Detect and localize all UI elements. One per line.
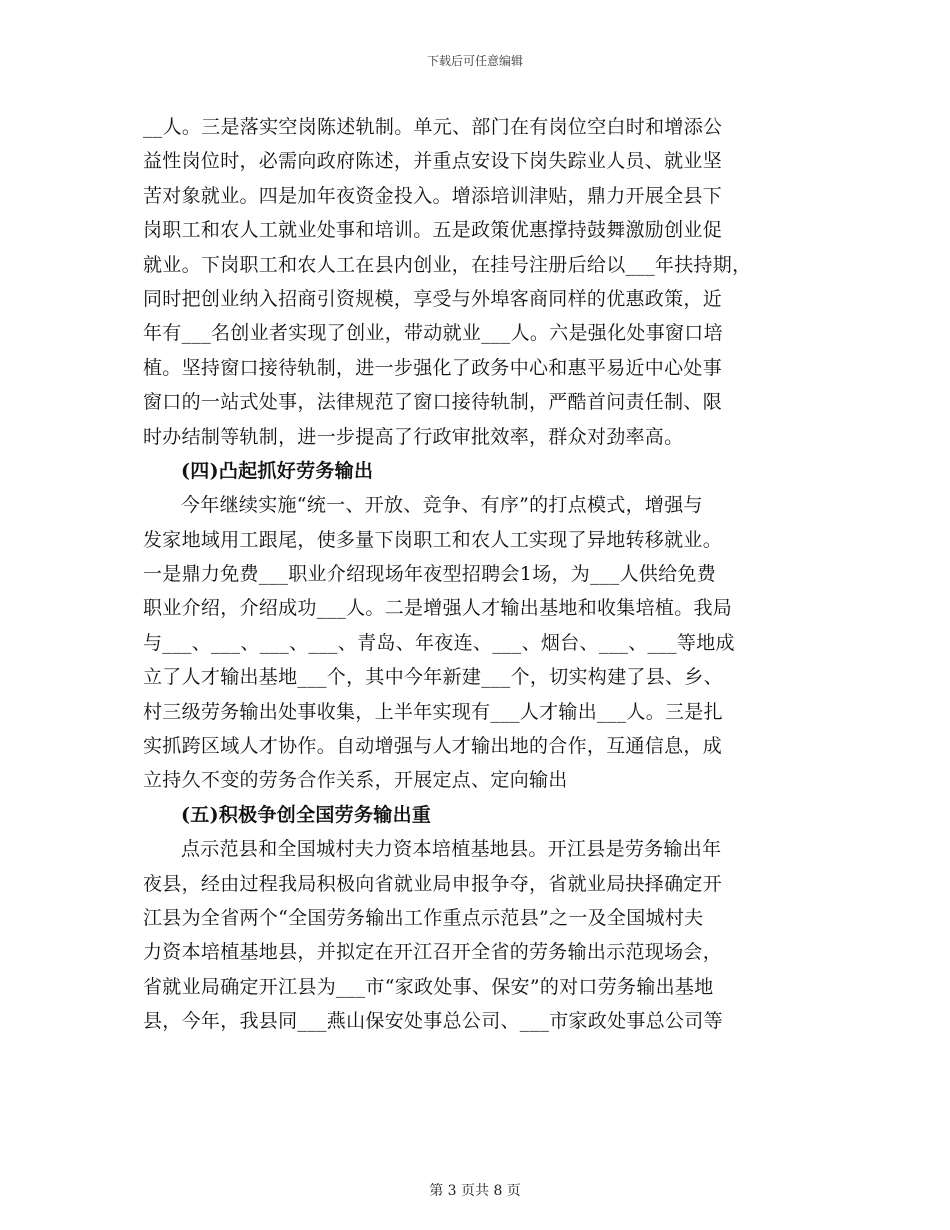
body-line: 立持久不变的劳务合作关系，开展定点、定向输出 — [143, 769, 568, 792]
body-line: 夜县，经由过程我局积极向省就业局申报争夺，省就业局抉择确定开 — [143, 872, 723, 895]
body-line: 窗口的一站式处事，法律规范了窗口接待轨制，严酷首问责任制、限 — [143, 391, 723, 414]
document-body — [143, 110, 823, 1039]
page-header: 下载后可任意编辑 — [426, 54, 523, 68]
section-heading: (四)凸起抓好劳务输出 — [181, 459, 374, 482]
body-line: 省就业局确定开江县为___市“家政处事、保安”的对口劳务输出基地 — [143, 975, 714, 998]
body-line: __人。三是落实空岗陈述轨制。单元、部门在有岗位空白时和增添公 — [143, 116, 723, 138]
body-line: 力资本培植基地县，并拟定在开江召开全省的劳务输出示范现场会， — [143, 941, 723, 964]
body-line: 就业。下岗职工和农人工在县内创业，在挂号注册后给以___年扶持期， — [143, 253, 752, 276]
body-line: 发家地域用工跟尾，使多量下岗职工和农人工实现了异地转移就业。 — [143, 528, 723, 551]
body-line: 同时把创业纳入招商引资规模，享受与外埠客商同样的优惠政策，近 — [143, 287, 723, 310]
body-line: 江县为全省两个“全国劳务输出工作重点示范县”之一及全国城村夫 — [143, 906, 704, 929]
section-heading: (五)积极争创全国劳务输出重 — [181, 803, 432, 826]
body-line: 时办结制等轨制，进一步提高了行政审批效率，群众对劲率高。 — [143, 425, 684, 448]
body-line: 县，今年，我县同___燕山保安处事总公司、___市家政处事总公司等 — [143, 1010, 723, 1033]
body-line: 益性岗位时，必需向政府陈述，并重点安设下岗失踪业人员、就业坚 — [143, 150, 723, 173]
body-line: 年有___名创业者实现了创业，带动就业___人。六是强化处事窗口培 — [143, 322, 723, 345]
body-line: 与___、___、___、___、青岛、年夜连、___、烟台、___、___等地成 — [143, 631, 735, 654]
body-line: 植。坚持窗口接待轨制，进一步强化了政务中心和惠平易近中心处事 — [143, 356, 723, 379]
body-line: 点示范县和全国城村夫力资本培植基地县。开江县是劳务输出年 — [181, 838, 722, 861]
body-line: 今年继续实施“统一、开放、竞争、有序”的打点模式，增强与 — [181, 494, 703, 517]
body-line: 立了人才输出基地___个，其中今年新建___个，切实构建了县、乡、 — [143, 666, 723, 689]
body-line: 岗职工和农人工就业处事和培训。五是政策优惠撑持鼓舞激励创业促 — [143, 219, 723, 242]
body-line: 苦对象就业。四是加年夜资金投入。增添培训津贴，鼎力开展全县下 — [143, 184, 723, 207]
body-line: 职业介绍，介绍成功___人。二是增强人才输出基地和收集培植。我局 — [143, 597, 733, 620]
body-line: 一是鼎力免费___职业介绍现场年夜型招聘会1场，为___人供给免费 — [143, 563, 716, 586]
body-line: 实抓跨区域人才协作。自动增强与人才输出地的合作，互通信息，成 — [143, 735, 723, 758]
body-line: 村三级劳务输出处事收集，上半年实现有___人才输出___人。三是扎 — [143, 700, 723, 723]
page-footer: 第 3 页共 8 页 — [429, 1183, 521, 1199]
